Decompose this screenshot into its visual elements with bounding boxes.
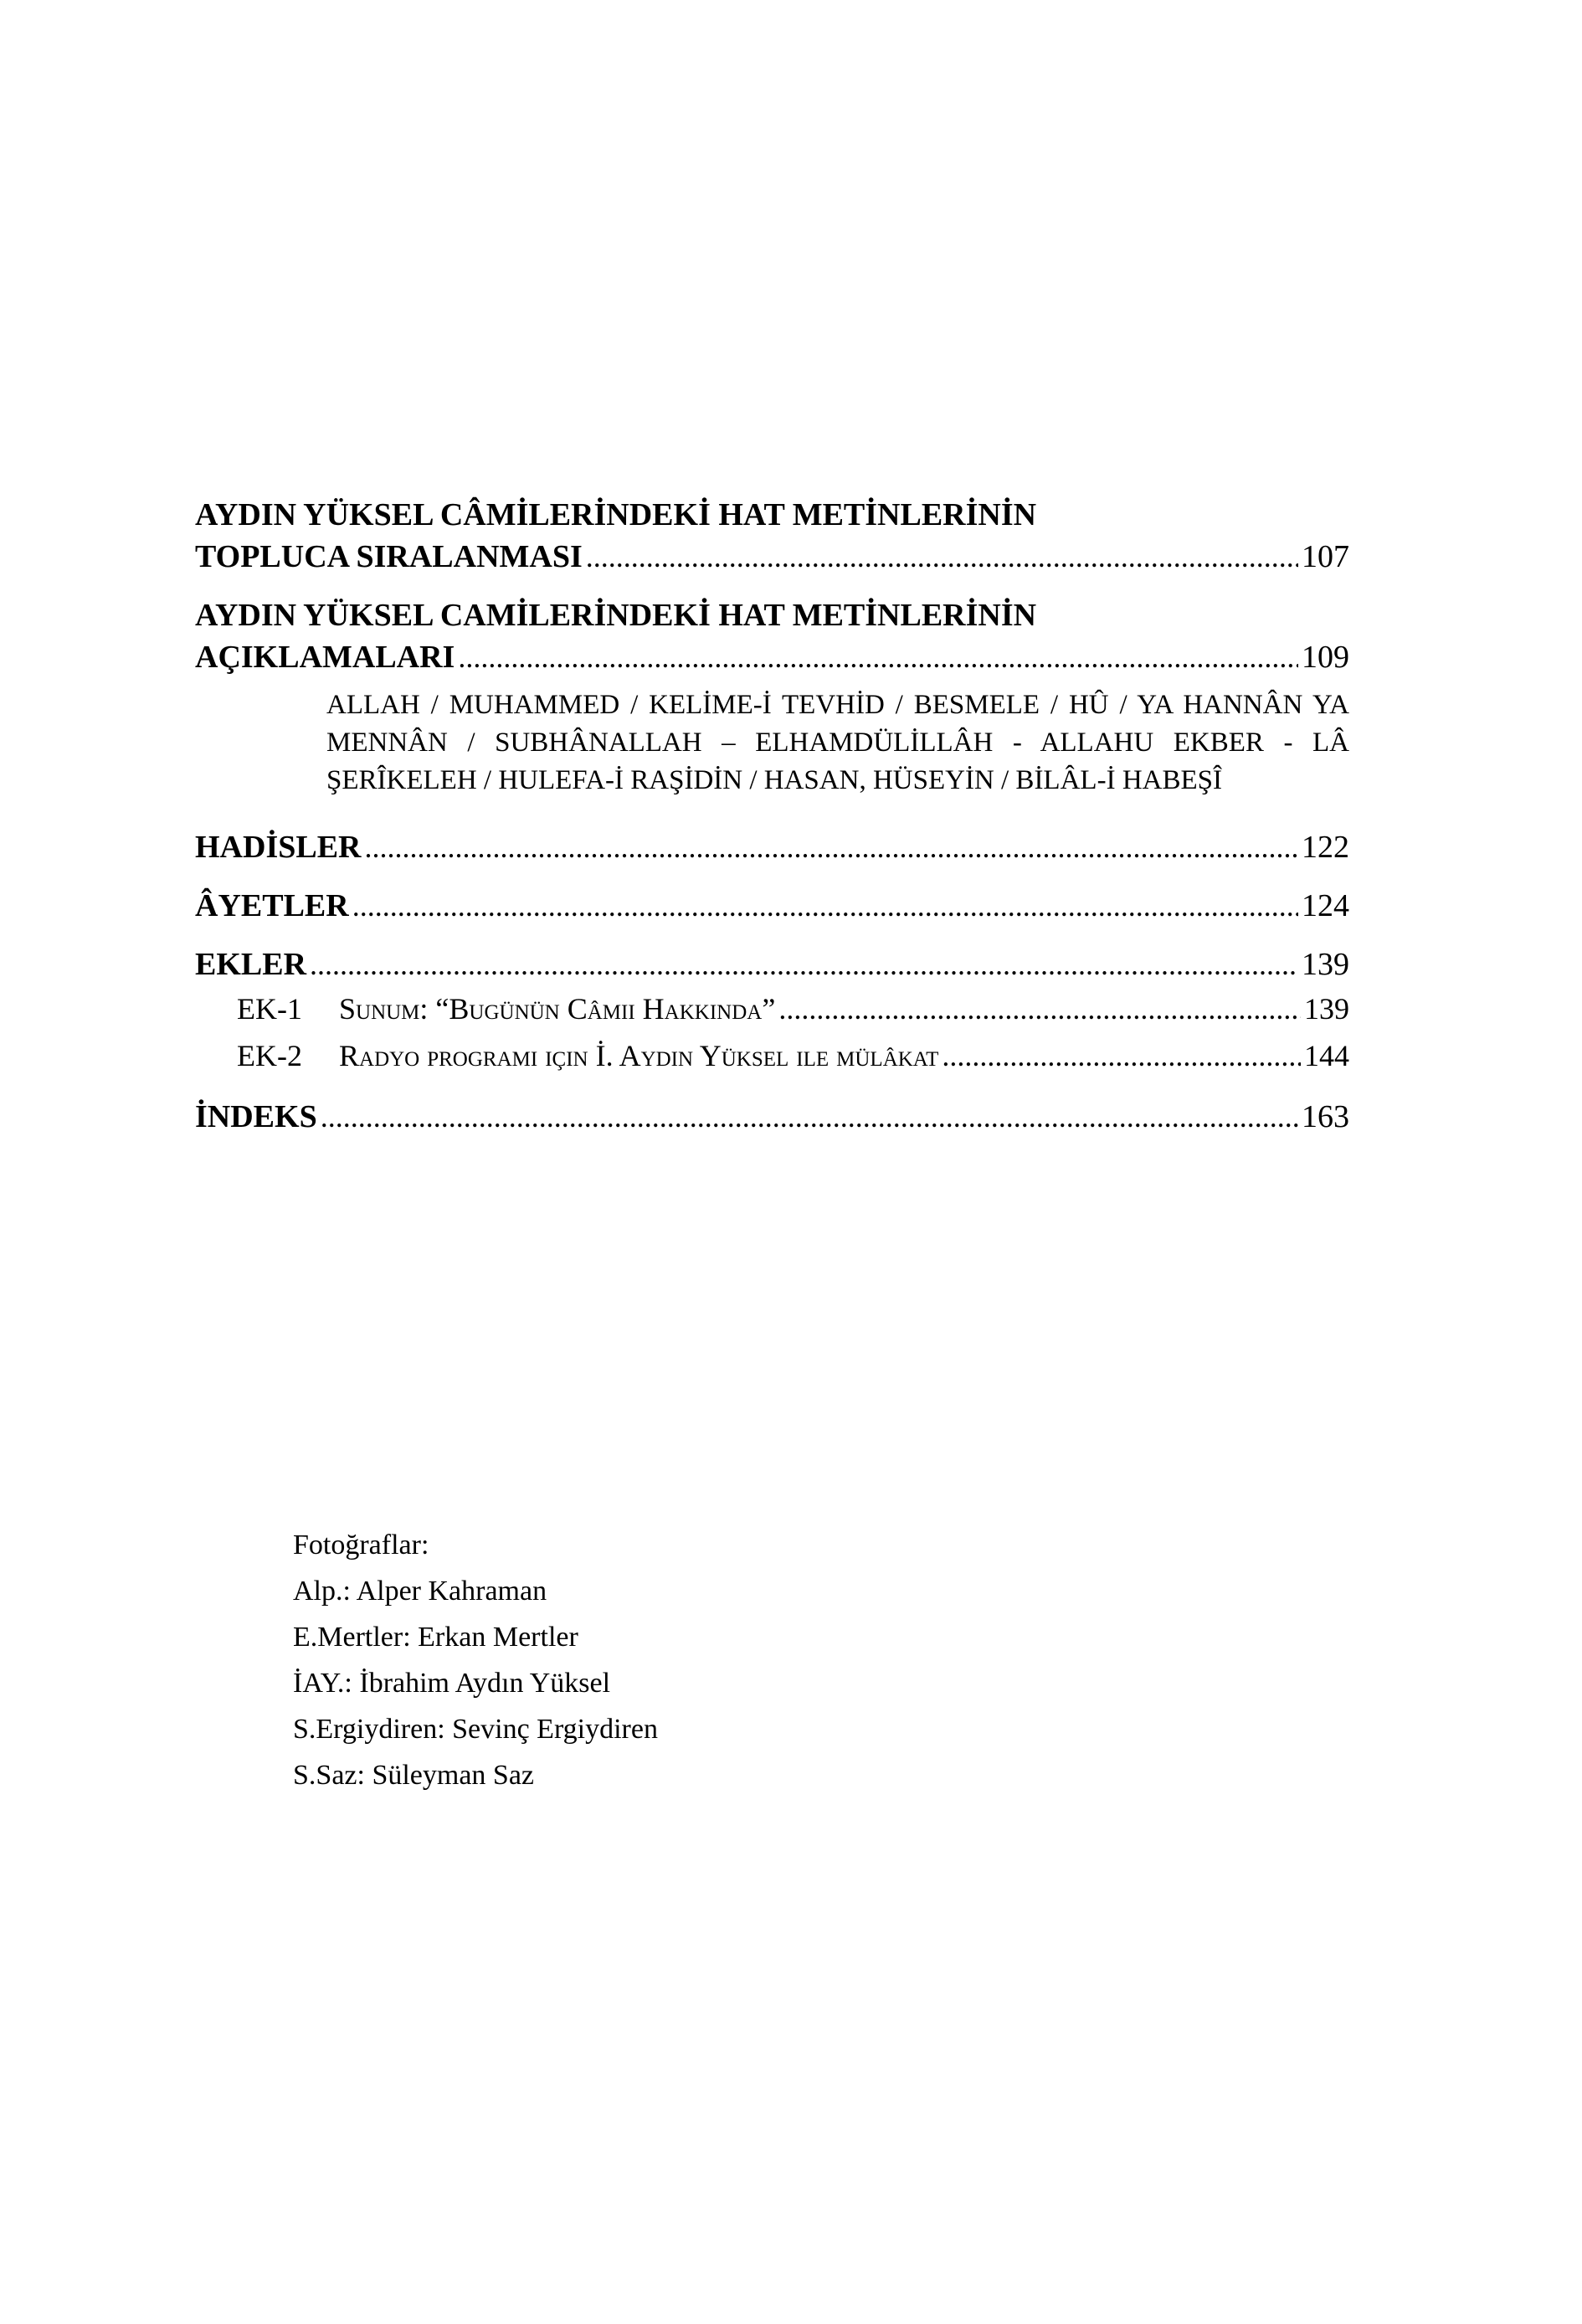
- photo-credit-line: E.Mertler: Erkan Mertler: [293, 1622, 578, 1653]
- toc-entry-2-title-line1: AYDIN YÜKSEL CAMİLERİNDEKİ HAT METİNLERİNİN: [195, 598, 1037, 633]
- toc-leader-dots: [310, 943, 1298, 985]
- toc-leader-dots: [321, 1096, 1298, 1138]
- toc-entry-ek1-number: EK-1: [237, 992, 302, 1026]
- toc-entry-ek1[interactable]: [195, 985, 1349, 1032]
- toc-entry-ek1-page: 139: [1304, 992, 1349, 1026]
- toc-entry-indeks[interactable]: [195, 1096, 1349, 1138]
- photo-credits-heading: Fotoğraflar:: [293, 1530, 429, 1560]
- toc-entry-hadisler-label: HADİSLER: [195, 830, 362, 865]
- toc-entry-2-subtopics: ALLAH / MUHAMMED / KELİME-İ TEVHİD / BESMELE / HÛ / YA HANNÂN YA MENNÂN / SUBHÂNALLAH – ELHAMDÜLİLLÂH - ALLAHU EKBER - LÂ ŞERÎKELEH / HULEFA-İ RAŞİDİN / HASAN, HÜSEYİN / BİLÂL-İ HABEŞÎ: [326, 690, 1349, 795]
- toc-entry-ek2-label: Radyo programı için İ. Aydın Yüksel ile mülâkat: [339, 1039, 939, 1072]
- toc-entry-ek1-label: Sunum: “Bugünün Câmii Hakkında”: [339, 992, 776, 1026]
- toc-leader-dots: [586, 536, 1298, 578]
- toc-entry-ekler[interactable]: [195, 943, 1349, 985]
- toc-entry-ayetler-page: 124: [1302, 888, 1349, 923]
- toc-leader-dots: [942, 1032, 1301, 1079]
- toc-entry-hadisler[interactable]: [195, 826, 1349, 868]
- toc-entry-ekler-page: 139: [1302, 947, 1349, 982]
- toc-entry-ek2[interactable]: [195, 1032, 1349, 1079]
- toc-leader-dots: [365, 826, 1299, 868]
- toc-entry-2-page: 109: [1302, 640, 1349, 675]
- photo-credit-line: Alp.: Alper Kahraman: [293, 1576, 547, 1607]
- toc-entry-ayetler[interactable]: [195, 885, 1349, 927]
- toc-entry-ek2-page: 144: [1304, 1039, 1349, 1072]
- toc-entry-indeks-label: İNDEKS: [195, 1099, 317, 1134]
- toc-entry-ekler-label: EKLER: [195, 947, 307, 982]
- toc-entry-1[interactable]: [195, 536, 1349, 578]
- table-of-contents: [195, 494, 1349, 1138]
- toc-leader-dots: [352, 885, 1298, 927]
- photo-credit-line: İAY.: İbrahim Aydın Yüksel: [293, 1668, 611, 1699]
- toc-entry-2-title-line2: AÇIKLAMALARI: [195, 640, 455, 675]
- toc-entry-1-page: 107: [1302, 539, 1349, 574]
- photo-credit-line: S.Ergiydiren: Sevinç Ergiydiren: [293, 1714, 658, 1745]
- toc-leader-dots: [458, 636, 1298, 678]
- toc-entry-2[interactable]: [195, 636, 1349, 678]
- toc-entry-1-title-line2: TOPLUCA SIRALANMASI: [195, 539, 583, 574]
- photo-credit-line: S.Saz: Süleyman Saz: [293, 1760, 535, 1791]
- photo-credits: [293, 1522, 658, 1798]
- toc-leader-dots: [778, 985, 1301, 1032]
- toc-entry-1-title-line1: AYDIN YÜKSEL CÂMİLERİNDEKİ HAT METİNLERİNİN: [195, 497, 1037, 532]
- toc-entry-indeks-page: 163: [1302, 1099, 1349, 1134]
- toc-entry-ayetler-label: ÂYETLER: [195, 888, 349, 923]
- toc-entry-hadisler-page: 122: [1302, 830, 1349, 865]
- toc-entry-ek2-number: EK-2: [237, 1039, 302, 1072]
